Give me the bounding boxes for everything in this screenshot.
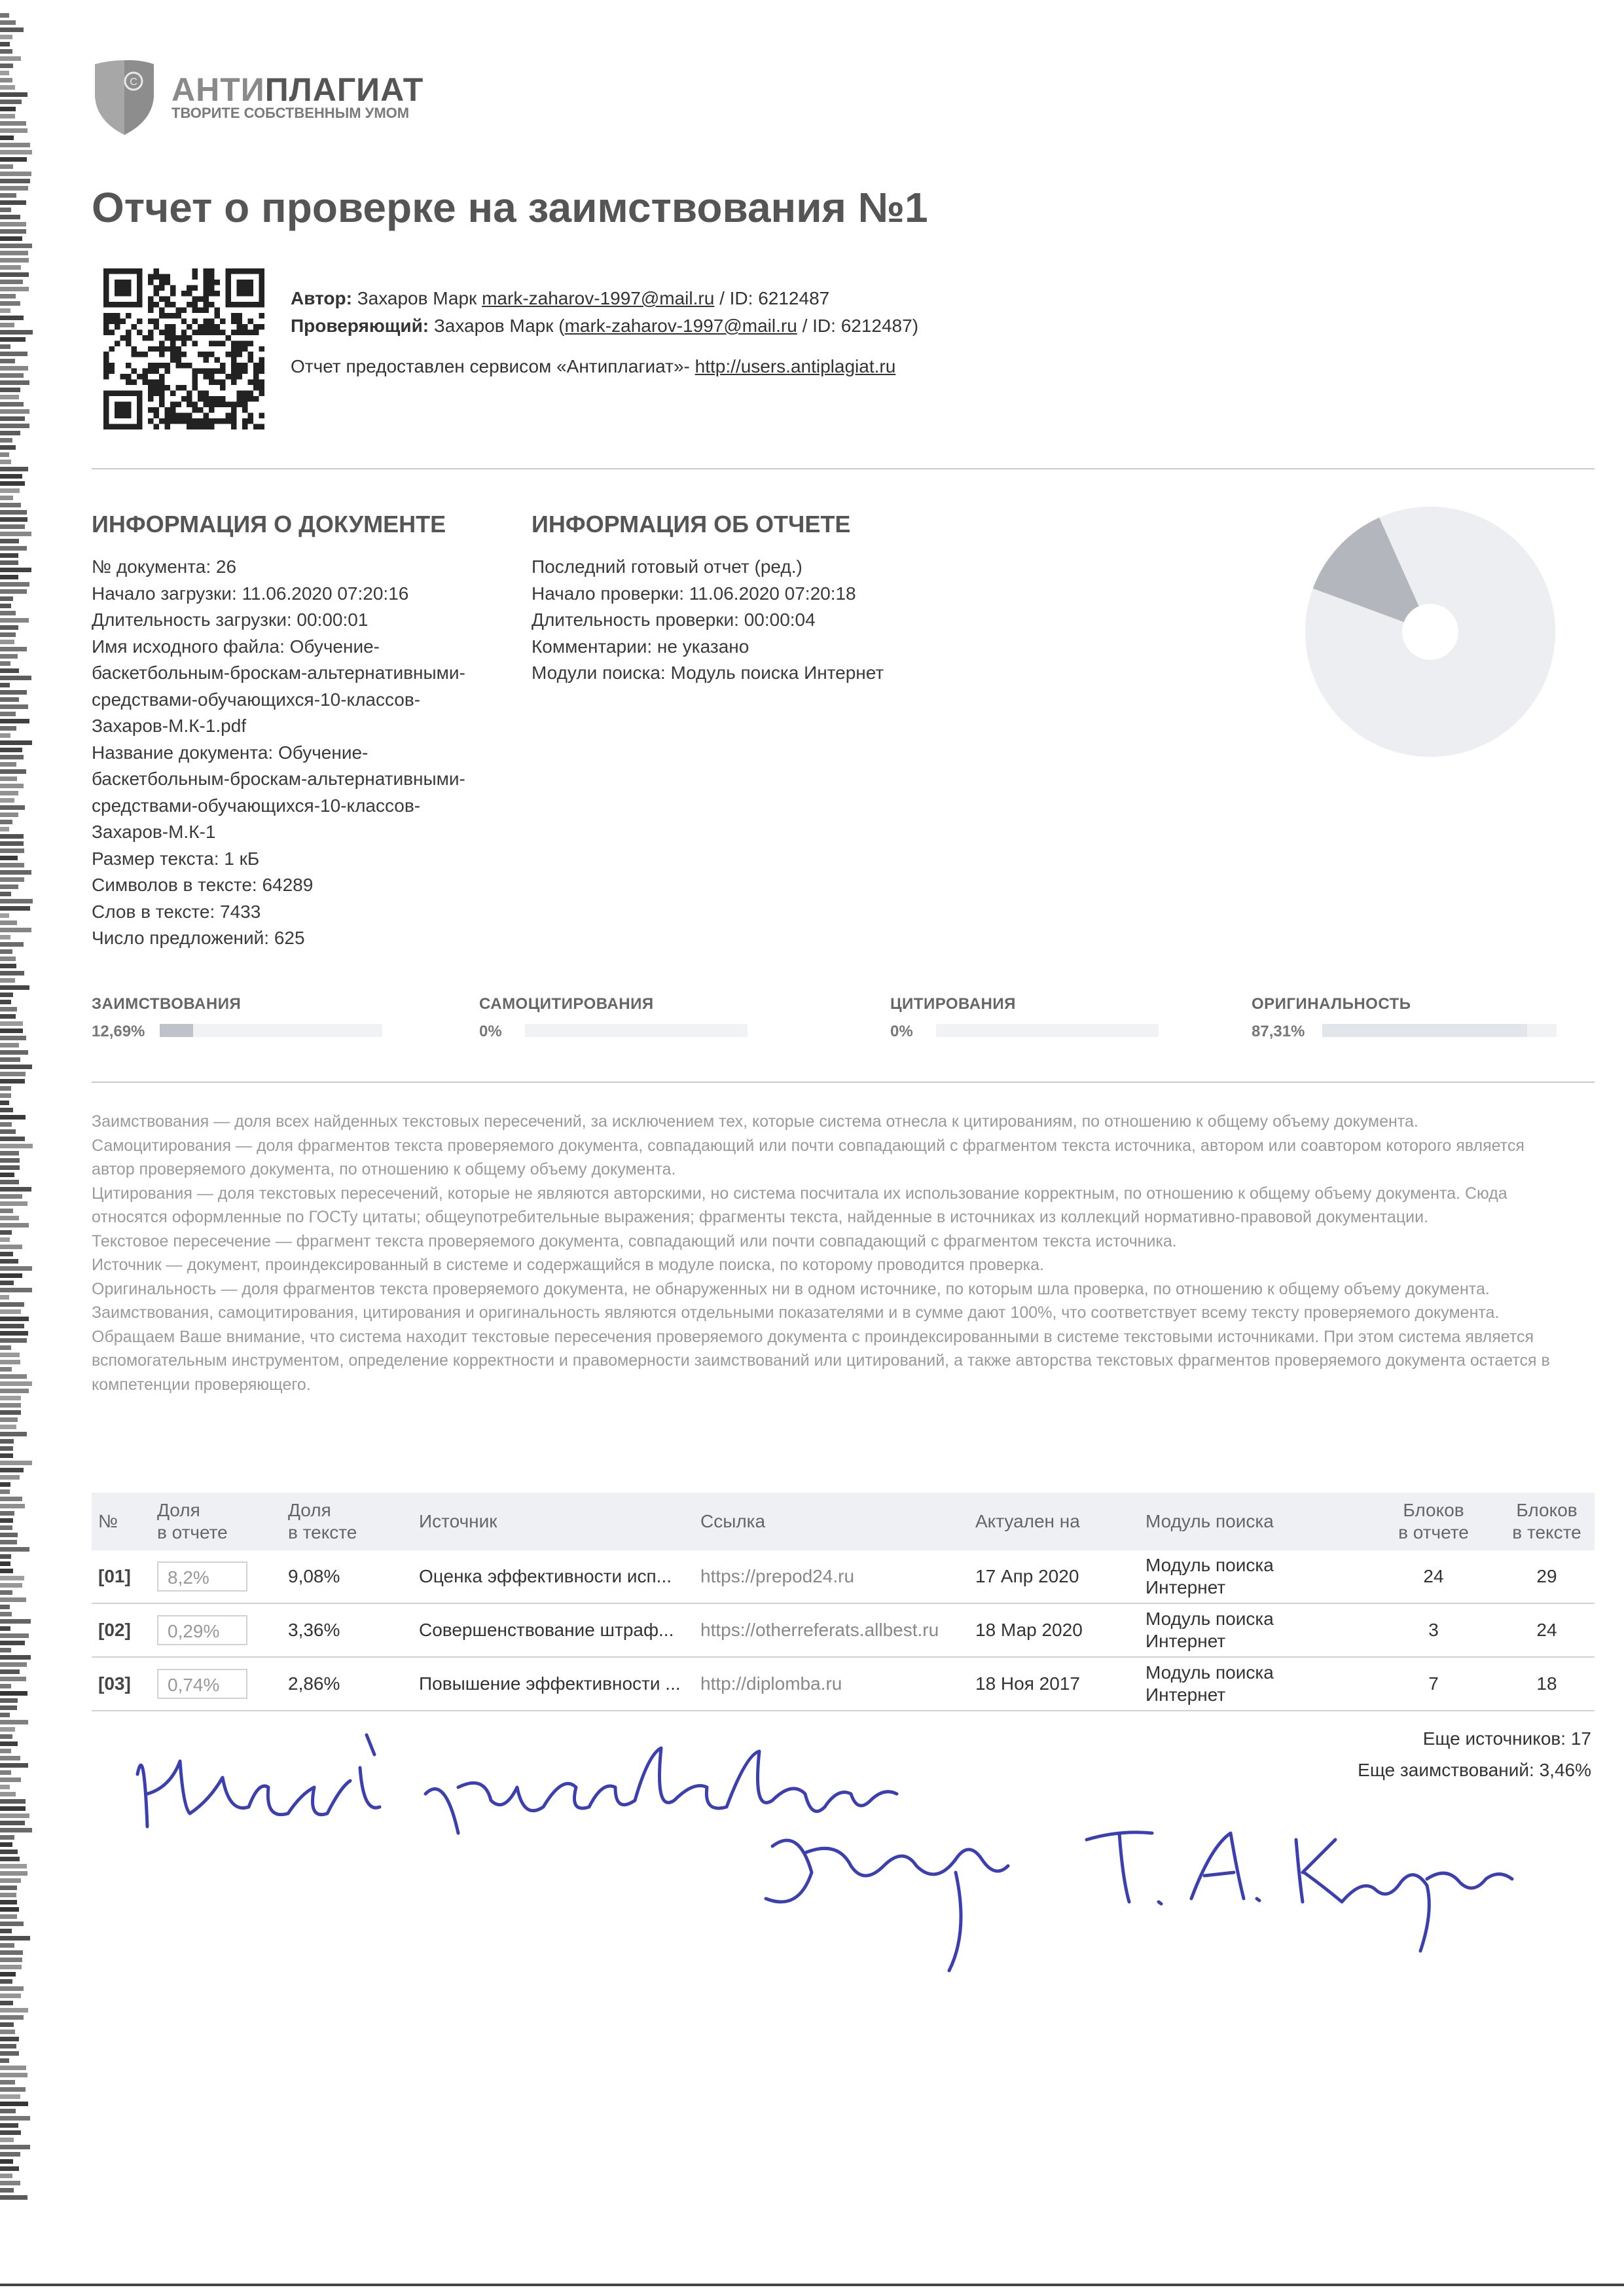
row-num: [03] [92, 1657, 151, 1711]
definition-note: Самоцитирования — доля фрагментов текста проверяемого документа, совпадающий или почти совпадающий с фрагментом текста источника, автором или соавтором которого является автор проверяемого документа, по отношению к общему объему документа. [92, 1136, 1525, 1178]
row-source[interactable]: Совершенствование штраф... [412, 1603, 694, 1657]
row-blocks-report: 7 [1368, 1657, 1499, 1711]
report-info-list [532, 554, 884, 687]
row-link[interactable]: https://prepod24.ru [694, 1550, 969, 1603]
share-report-box[interactable]: 0,29% [157, 1615, 247, 1645]
page-title: Отчет о проверке на заимствования №1 [92, 184, 928, 231]
report-info-line: Длительность проверки: 00:00:04 [532, 610, 816, 630]
row-blocks-report: 24 [1368, 1550, 1499, 1603]
table-header-row [92, 1493, 1595, 1550]
row-blocks-report: 3 [1368, 1603, 1499, 1657]
svg-text:C: C [130, 77, 137, 88]
reviewer-email-link[interactable]: mark-zaharov-1997@mail.ru [564, 316, 797, 336]
divider [92, 1082, 1595, 1083]
reviewer-line: Проверяющий: Захаров Марк (mark-zaharov-1997@mail.ru / ID: 6212487) [291, 316, 919, 336]
stat-value: 0% [890, 1023, 913, 1040]
stat-value: 87,31% [1252, 1023, 1305, 1040]
scan-edge-artifact [0, 0, 42, 2200]
service-line: Отчет предоставлен сервисом «Антиплагиат»- http://users.antiplagiat.ru [291, 356, 896, 376]
stat-bar-track [936, 1024, 1159, 1037]
doc-info-heading: ИНФОРМАЦИЯ О ДОКУМЕНТЕ [92, 511, 446, 538]
logo-name: АНТИПЛАГИАТ [171, 71, 424, 108]
doc-info-line: № документа: 26 [92, 556, 237, 577]
row-module: Модуль поиска Интернет [1139, 1550, 1368, 1603]
row-share-text: 3,36% [281, 1603, 412, 1657]
doc-info-line: Название документа: Обучение- [92, 742, 369, 763]
report-info-line: Комментарии: не указано [532, 636, 749, 657]
row-num: [02] [92, 1603, 151, 1657]
stat-label: ОРИГИНАЛЬНОСТЬ [1252, 995, 1411, 1013]
stat-value: 0% [479, 1023, 502, 1040]
doc-info-line: Начало загрузки: 11.06.2020 07:20:16 [92, 583, 409, 604]
row-link[interactable]: http://diplomba.ru [694, 1657, 969, 1711]
report-info-line: Начало проверки: 11.06.2020 07:20:18 [532, 583, 856, 604]
row-actual: 18 Ноя 2017 [969, 1657, 1139, 1711]
originality-pie-chart [1303, 504, 1558, 759]
doc-info-line: Имя исходного файла: Обучение- [92, 636, 380, 657]
antiplagiat-shield-logo-icon [92, 59, 157, 137]
definition-note: Текстовое пересечение — фрагмент текста проверяемого документа, совпадающий или почти совпадающий с фрагментом текста источника. [92, 1231, 1177, 1250]
report-info-line: Модули поиска: Модуль поиска Интернет [532, 663, 884, 683]
row-share-report [151, 1657, 281, 1711]
col-blocks-text: Блоков в тексте [1499, 1493, 1595, 1550]
definition-note: Обращаем Ваше внимание, что система находит текстовые пересечения проверяемого документа с проиндексированными в системе текстовыми источниками. При этом система является вспомогательным инструментом, определение корректности и правомерности заимствований или цитирований, а также авторства текстовых фрагментов проверяемого документа остается в компетенции проверяющего. [92, 1327, 1550, 1394]
doc-info-list [92, 554, 465, 952]
doc-info-line: Число предложений: 625 [92, 928, 305, 948]
doc-info-line: баскетбольным-броскам-альтернативными- [92, 769, 465, 789]
more-sources: Еще источников: 17 [1422, 1728, 1591, 1749]
row-blocks-text: 18 [1499, 1657, 1595, 1711]
doc-info-line: Символов в тексте: 64289 [92, 875, 314, 895]
row-actual: 18 Мар 2020 [969, 1603, 1139, 1657]
stat-bar-fill [160, 1024, 193, 1037]
qr-code [103, 268, 264, 429]
doc-info-line: баскетбольным-броскам-альтернативными- [92, 663, 465, 683]
col-link: Ссылка [694, 1493, 969, 1550]
doc-info-line: Длительность загрузки: 00:00:01 [92, 610, 369, 630]
definitions-notes [92, 1110, 1571, 1396]
stat-bar-track [525, 1024, 748, 1037]
col-actual: Актуален на [969, 1493, 1139, 1550]
row-link[interactable]: https://otherreferats.allbest.ru [694, 1603, 969, 1657]
definition-note: Заимствования — доля всех найденных текстовых пересечений, за исключением тех, которые система отнесла к цитированиям, по отношению к общему объему документа. [92, 1112, 1418, 1131]
doc-info-line: средствами-обучающихся-10-классов- [92, 689, 421, 710]
row-module: Модуль поиска Интернет [1139, 1657, 1368, 1711]
scan-bottom-edge [0, 2284, 1624, 2286]
row-share-report [151, 1603, 281, 1657]
author-line: Автор: Захаров Марк mark-zaharov-1997@mail.ru / ID: 6212487 [291, 288, 830, 308]
stat-bar-track [160, 1024, 382, 1037]
report-info-heading: ИНФОРМАЦИЯ ОБ ОТЧЕТЕ [532, 511, 851, 538]
stat-bar-fill [1322, 1024, 1527, 1037]
doc-info-line: средствами-обучающихся-10-классов- [92, 795, 421, 816]
definition-note: Оригинальность — доля фрагментов текста проверяемого документа, не обнаруженных ни в одном источнике, по которым шла проверка, по отношению к общему объему документа. [92, 1279, 1490, 1298]
row-source[interactable]: Оценка эффективности исп... [412, 1550, 694, 1603]
report-info-line: Последний готовый отчет (ред.) [532, 556, 803, 577]
definition-note: Источник — документ, проиндексированный в системе и содержащийся в модуле поиска, по которому проводится проверка. [92, 1256, 1044, 1274]
row-blocks-text: 24 [1499, 1603, 1595, 1657]
col-share-report: Доля в отчете [151, 1493, 281, 1550]
logo-slogan: ТВОРИТЕ СОБСТВЕННЫМ УМОМ [171, 105, 410, 121]
doc-info-line: Захаров-М.К-1 [92, 822, 216, 842]
definition-note: Цитирования — доля текстовых пересечений, которые не являются авторскими, но система посчитала их использование корректным, по отношению к общему объему документа. Сюда относятся оформленные по ГОСТу цитаты; общеупотребительные выражения; фрагменты текста, найденные в источниках из коллекций нормативно-правовой документации. [92, 1184, 1507, 1226]
definition-note: Заимствования, самоцитирования, цитирования и оригинальность являются отдельными показателями и в сумме дают 100%, что соответствует всему тексту проверяемого документа. [92, 1303, 1500, 1322]
row-num: [01] [92, 1550, 151, 1603]
divider [92, 468, 1595, 469]
sources-table [92, 1493, 1595, 1711]
row-blocks-text: 29 [1499, 1550, 1595, 1603]
col-module: Модуль поиска [1139, 1493, 1368, 1550]
row-share-report [151, 1550, 281, 1603]
row-share-text: 9,08% [281, 1550, 412, 1603]
row-module: Модуль поиска Интернет [1139, 1603, 1368, 1657]
col-share-text: Доля в тексте [281, 1493, 412, 1550]
service-url-link[interactable]: http://users.antiplagiat.ru [695, 356, 896, 376]
stat-label: ЦИТИРОВАНИЯ [890, 995, 1016, 1013]
col-source: Источник [412, 1493, 694, 1550]
share-report-box[interactable]: 8,2% [157, 1561, 247, 1592]
stat-value: 12,69% [92, 1023, 145, 1040]
more-borrowings: Еще заимствований: 3,46% [1358, 1760, 1591, 1780]
table-row [92, 1657, 1595, 1711]
doc-info-line: Размер текста: 1 кБ [92, 848, 260, 869]
doc-info-line: Захаров-М.К-1.pdf [92, 716, 247, 736]
col-blocks-report: Блоков в отчете [1368, 1493, 1499, 1550]
table-row [92, 1550, 1595, 1603]
stat-label: САМОЦИТИРОВАНИЯ [479, 995, 654, 1013]
table-row [92, 1603, 1595, 1657]
author-email-link[interactable]: mark-zaharov-1997@mail.ru [482, 288, 715, 308]
row-actual: 17 Апр 2020 [969, 1550, 1139, 1603]
doc-info-line: Слов в тексте: 7433 [92, 901, 261, 922]
row-share-text: 2,86% [281, 1657, 412, 1711]
handwritten-signature [118, 1715, 1525, 1990]
row-source[interactable]: Повышение эффективности ... [412, 1657, 694, 1711]
share-report-box[interactable]: 0,74% [157, 1669, 247, 1699]
stat-label: ЗАИМСТВОВАНИЯ [92, 995, 242, 1013]
col-num: № [92, 1493, 151, 1550]
